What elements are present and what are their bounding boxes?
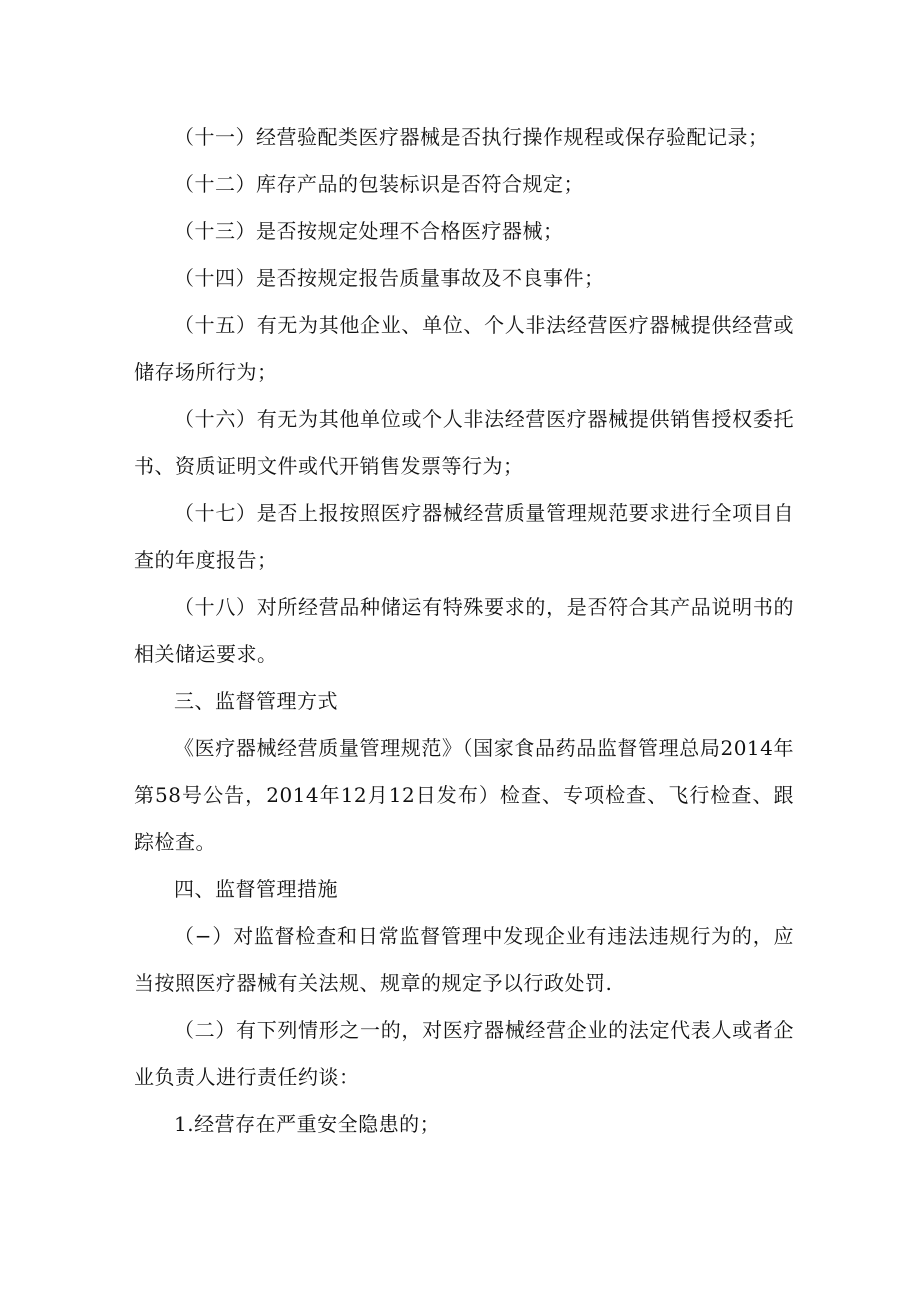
measure-1-paragraph: （−）对监督检查和日常监督管理中发现企业有违法违规行为的，应当按照医疗器械有关法规、规章的规定予以行政处罚. [134,924,794,995]
item-17-paragraph: （十七）是否上报按照医疗器械经营质量管理规范要求进行全项目自查的年度报告； [134,501,794,572]
item-18-paragraph: （十八）对所经营品种储运有特殊要求的，是否符合其产品说明书的相关储运要求。 [134,595,794,666]
item-15-paragraph: （十五）有无为其他企业、单位、个人非法经营医疗器械提供经营或储存场所行为； [134,313,794,384]
item-16-paragraph: （十六）有无为其他单位或个人非法经营医疗器械提供销售授权委托书、资质证明文件或代开销售发票等行为； [134,407,794,478]
section-3-heading: 三、监督管理方式 [174,689,338,713]
item-12-paragraph: （十二）库存产品的包装标识是否符合规定； [174,172,584,196]
section-4-heading: 四、监督管理措施 [174,877,338,901]
measure-2-paragraph: （二）有下列情形之一的，对医疗器械经营企业的法定代表人或者企业负责人进行责任约谈： [134,1018,794,1089]
item-13-paragraph: （十三）是否按规定处理不合格医疗器械； [174,219,564,243]
item-14-paragraph: （十四）是否按规定报告质量事故及不良事件； [174,266,605,290]
item-11-paragraph: （十一）经营验配类医疗器械是否执行操作规程或保存验配记录； [174,125,769,149]
measure-2-subitem-1: 1.经营存在严重安全隐患的； [174,1112,441,1136]
section-3-paragraph: 《医疗器械经营质量管理规范》（国家食品药品监督管理总局2014年第58号公告，2014年12月12日发布）检查、专项检查、飞行检查、跟踪检查。 [134,736,794,854]
document-body [134,114,794,1148]
